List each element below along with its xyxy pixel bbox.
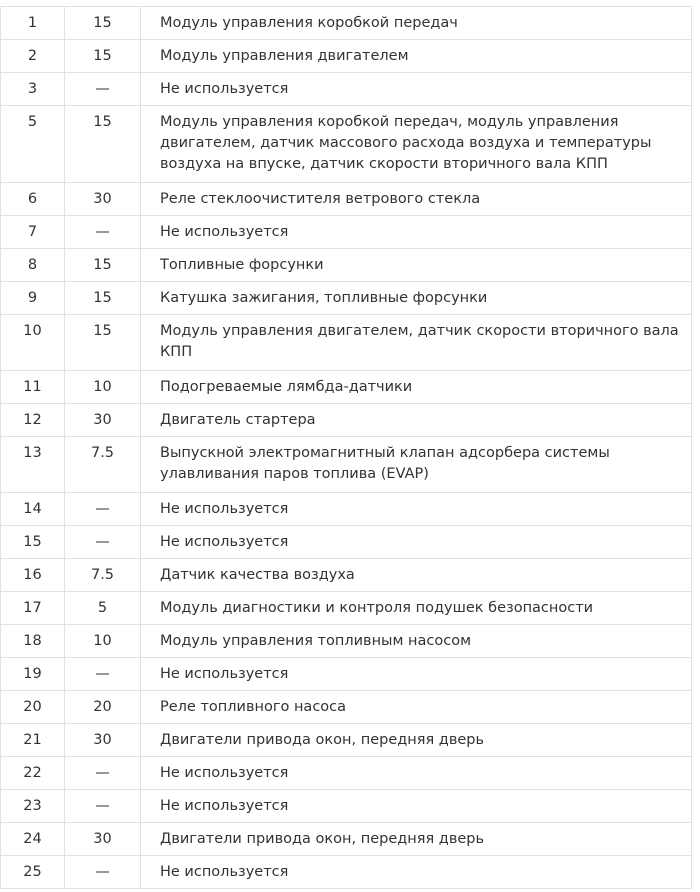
fuse-description: Подогреваемые лямбда-датчики	[160, 379, 413, 395]
fuse-description-cell	[141, 526, 692, 559]
fuse-description-cell	[141, 691, 692, 724]
table-row	[1, 106, 692, 183]
table-row	[1, 7, 692, 40]
fuse-amperage-cell	[65, 437, 141, 493]
fuse-amperage: 7.5	[90, 567, 115, 583]
fuse-number: 22	[23, 765, 42, 781]
table-row	[1, 249, 692, 282]
fuse-number-cell	[1, 437, 65, 493]
fuse-number: 23	[23, 798, 42, 814]
fuse-amperage-cell	[65, 404, 141, 437]
fuse-amperage-cell	[65, 216, 141, 249]
fuse-amperage-cell	[65, 7, 141, 40]
fuse-amperage-cell	[65, 493, 141, 526]
fuse-amperage-cell	[65, 823, 141, 856]
fuse-number: 21	[23, 732, 42, 748]
fuse-amperage: 15	[93, 48, 112, 64]
fuse-amperage-cell	[65, 724, 141, 757]
fuse-amperage: 10	[93, 379, 112, 395]
fuse-amperage: 15	[93, 15, 112, 31]
fuse-number: 25	[23, 864, 42, 880]
fuse-description: Не используется	[160, 81, 289, 97]
table-row	[1, 691, 692, 724]
fuse-description: Катушка зажигания, топливные форсунки	[160, 290, 488, 306]
fuse-number: 1	[27, 15, 38, 31]
fuse-number: 2	[27, 48, 38, 64]
fuse-amperage-cell	[65, 625, 141, 658]
fuse-number: 18	[23, 633, 42, 649]
table-row	[1, 724, 692, 757]
fuse-description-cell	[141, 658, 692, 691]
fuse-description: Датчик качества воздуха	[160, 567, 355, 583]
table-row	[1, 404, 692, 437]
fuse-amperage: 15	[93, 114, 112, 130]
fuse-number-cell	[1, 183, 65, 216]
fuse-description: Реле стеклоочистителя ветрового стекла	[160, 191, 481, 207]
fuse-description-cell	[141, 40, 692, 73]
fuse-description-cell	[141, 625, 692, 658]
fuse-number-cell	[1, 757, 65, 790]
fuse-amperage-cell	[65, 592, 141, 625]
fuse-number-cell	[1, 73, 65, 106]
fuse-description: Не используется	[160, 864, 289, 880]
fuse-description: Реле топливного насоса	[160, 699, 347, 715]
table-row	[1, 559, 692, 592]
fuse-amperage: 15	[93, 323, 112, 339]
table-row	[1, 592, 692, 625]
fuse-amperage: 7.5	[90, 445, 115, 461]
fuse-amperage-cell	[65, 282, 141, 315]
fuse-number: 7	[27, 224, 38, 240]
fuse-description: Модуль управления двигателем, датчик скорости вторичного вала КПП	[160, 323, 679, 360]
fuse-description-cell	[141, 404, 692, 437]
fuse-amperage: —	[95, 864, 110, 880]
fuse-number-cell	[1, 106, 65, 183]
fuse-number-cell	[1, 790, 65, 823]
fuse-description: Двигатель стартера	[160, 412, 316, 428]
fuse-number-cell	[1, 404, 65, 437]
table-row	[1, 282, 692, 315]
table-row	[1, 856, 692, 889]
fuse-number: 12	[23, 412, 42, 428]
fuse-description: Не используется	[160, 224, 289, 240]
fuse-description-cell	[141, 315, 692, 371]
fuse-number: 5	[27, 114, 38, 130]
fuse-amperage: 15	[93, 257, 112, 273]
fuse-description-cell	[141, 757, 692, 790]
fuse-amperage-cell	[65, 526, 141, 559]
fuse-number: 16	[23, 567, 42, 583]
fuse-amperage: 30	[93, 732, 112, 748]
fuse-description-cell	[141, 282, 692, 315]
fuse-description: Выпускной электромагнитный клапан адсорбера системы улавливания паров топлива (EVAP)	[160, 445, 610, 482]
fuse-number-cell	[1, 282, 65, 315]
fuse-amperage: —	[95, 534, 110, 550]
fuse-amperage: 20	[93, 699, 112, 715]
fuse-number: 6	[27, 191, 38, 207]
fuse-description: Не используется	[160, 765, 289, 781]
table-row	[1, 658, 692, 691]
fuse-amperage: —	[95, 224, 110, 240]
fuse-description: Не используется	[160, 666, 289, 682]
table-row	[1, 183, 692, 216]
fuse-table	[0, 6, 692, 889]
fuse-number: 3	[27, 81, 38, 97]
table-row	[1, 371, 692, 404]
table-row	[1, 315, 692, 371]
table-row	[1, 216, 692, 249]
fuse-amperage: 10	[93, 633, 112, 649]
fuse-number: 9	[27, 290, 38, 306]
fuse-number: 19	[23, 666, 42, 682]
fuse-amperage-cell	[65, 757, 141, 790]
fuse-number-cell	[1, 493, 65, 526]
fuse-amperage-cell	[65, 559, 141, 592]
fuse-number: 8	[27, 257, 38, 273]
fuse-number-cell	[1, 371, 65, 404]
fuse-amperage: —	[95, 501, 110, 517]
fuse-description-cell	[141, 856, 692, 889]
fuse-description-cell	[141, 592, 692, 625]
fuse-amperage: —	[95, 798, 110, 814]
fuse-number-cell	[1, 856, 65, 889]
fuse-number-cell	[1, 658, 65, 691]
fuse-description-cell	[141, 106, 692, 183]
fuse-description: Двигатели привода окон, передняя дверь	[160, 831, 485, 847]
fuse-amperage-cell	[65, 73, 141, 106]
fuse-amperage-cell	[65, 183, 141, 216]
fuse-amperage-cell	[65, 40, 141, 73]
fuse-description: Не используется	[160, 501, 289, 517]
fuse-number: 11	[23, 379, 42, 395]
fuse-amperage: 30	[93, 831, 112, 847]
table-row	[1, 73, 692, 106]
fuse-description: Модуль управления коробкой передач	[160, 15, 458, 31]
fuse-amperage: 30	[93, 412, 112, 428]
fuse-description: Не используется	[160, 534, 289, 550]
fuse-number: 15	[23, 534, 42, 550]
fuse-description-cell	[141, 73, 692, 106]
fuse-description-cell	[141, 183, 692, 216]
fuse-number-cell	[1, 7, 65, 40]
fuse-description-cell	[141, 823, 692, 856]
fuse-description-cell	[141, 493, 692, 526]
fuse-number: 10	[23, 323, 42, 339]
fuse-number: 17	[23, 600, 42, 616]
fuse-description: Модуль управления двигателем	[160, 48, 409, 64]
fuse-number-cell	[1, 625, 65, 658]
table-row	[1, 493, 692, 526]
fuse-amperage-cell	[65, 315, 141, 371]
fuse-number-cell	[1, 526, 65, 559]
fuse-amperage: 5	[97, 600, 108, 616]
fuse-number-cell	[1, 724, 65, 757]
table-row	[1, 790, 692, 823]
fuse-number-cell	[1, 592, 65, 625]
fuse-description-cell	[141, 559, 692, 592]
fuse-amperage: 15	[93, 290, 112, 306]
fuse-description-cell	[141, 724, 692, 757]
fuse-number-cell	[1, 216, 65, 249]
table-row	[1, 757, 692, 790]
fuse-amperage: 30	[93, 191, 112, 207]
fuse-amperage-cell	[65, 856, 141, 889]
fuse-amperage-cell	[65, 106, 141, 183]
table-row	[1, 625, 692, 658]
fuse-number: 14	[23, 501, 42, 517]
fuse-number: 20	[23, 699, 42, 715]
fuse-description: Модуль управления топливным насосом	[160, 633, 472, 649]
table-row	[1, 526, 692, 559]
fuse-number-cell	[1, 40, 65, 73]
fuse-amperage-cell	[65, 658, 141, 691]
table-row	[1, 823, 692, 856]
fuse-amperage-cell	[65, 249, 141, 282]
fuse-number: 24	[23, 831, 42, 847]
fuse-description: Модуль управления коробкой передач, модуль управления двигателем, датчик массового расхода воздуха и температуры воздуха на впуске, датчик скорости вторичного вала КПП	[160, 114, 652, 172]
fuse-description: Двигатели привода окон, передняя дверь	[160, 732, 485, 748]
fuse-number-cell	[1, 559, 65, 592]
fuse-description-cell	[141, 371, 692, 404]
fuse-number-cell	[1, 315, 65, 371]
fuse-description-cell	[141, 216, 692, 249]
fuse-amperage-cell	[65, 691, 141, 724]
fuse-amperage-cell	[65, 790, 141, 823]
fuse-number: 13	[23, 445, 42, 461]
fuse-amperage: —	[95, 81, 110, 97]
fuse-amperage-cell	[65, 371, 141, 404]
fuse-number-cell	[1, 823, 65, 856]
table-row	[1, 437, 692, 493]
fuse-amperage: —	[95, 666, 110, 682]
fuse-description-cell	[141, 790, 692, 823]
fuse-description: Модуль диагностики и контроля подушек безопасности	[160, 600, 594, 616]
fuse-number-cell	[1, 249, 65, 282]
fuse-table-body	[1, 7, 692, 889]
fuse-amperage: —	[95, 765, 110, 781]
table-row	[1, 40, 692, 73]
fuse-description: Не используется	[160, 798, 289, 814]
fuse-description-cell	[141, 249, 692, 282]
fuse-description: Топливные форсунки	[160, 257, 324, 273]
fuse-description-cell	[141, 7, 692, 40]
fuse-description-cell	[141, 437, 692, 493]
fuse-number-cell	[1, 691, 65, 724]
